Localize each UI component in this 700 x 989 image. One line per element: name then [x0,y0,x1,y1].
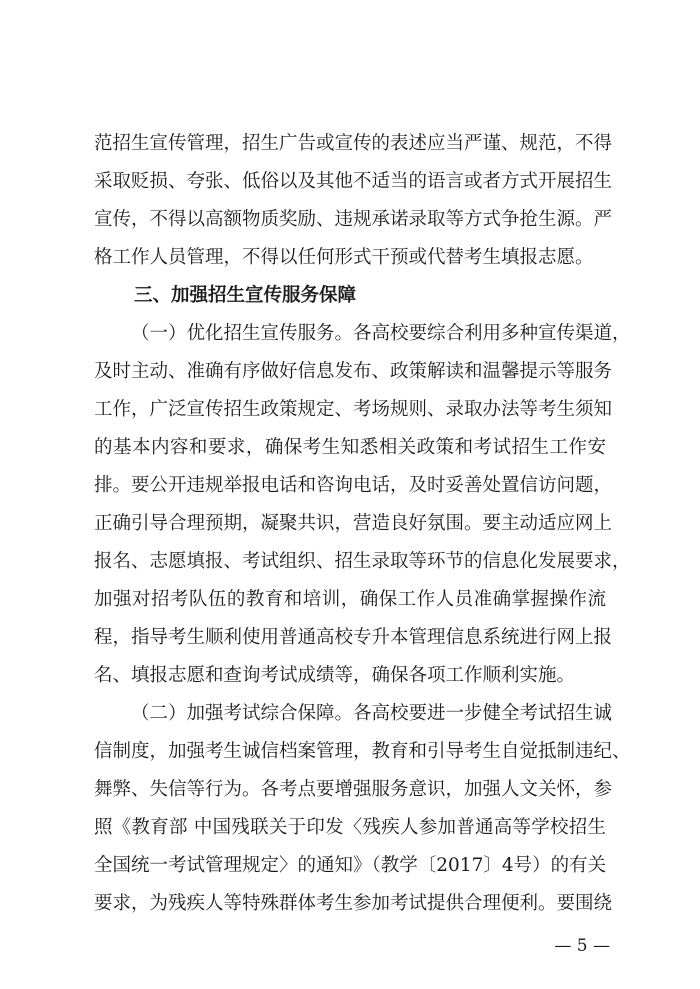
text-line: 的基本内容和要求，确保考生知悉相关政策和考试招生工作安 [94,437,606,458]
text-line: 报名、志愿填报、考试组织、招生录取等环节的信息化发展要求， [94,551,631,572]
text-line: 舞弊、失信等行为。各考点要增强服务意识，加强人文关怀，参 [94,779,613,800]
paragraph-first-line: （一）优化招生宣传服务。各高校要综合利用多种宣传渠道， [131,323,631,344]
text-line: 加强对招考队伍的教育和培训，确保工作人员准确掌握操作流 [94,589,606,610]
text-line: 工作，广泛宣传招生政策规定、考场规则、录取办法等考生须知 [94,399,613,420]
text-line: 要求，为残疾人等特殊群体考生参加考试提供合理便利。要围绕 [94,893,613,914]
text-line: 程，指导考生顺利使用普通高校专升本管理信息系统进行网上报 [94,627,613,648]
text-line: 采取贬损、夸张、低俗以及其他不适当的语言或者方式开展招生 [94,171,613,192]
text-line: 格工作人员管理，不得以任何形式干预或代替考生填报志愿。 [94,247,594,268]
section-heading: 三、加强招生宣传服务保障 [134,285,357,306]
text-line: 全国统一考试管理规定〉的通知》（教学〔2017〕4号）的有关 [94,855,607,876]
text-line: 范招生宣传管理，招生广告或宣传的表述应当严谨、规范，不得 [94,133,613,154]
text-line: 及时主动、准确有序做好信息发布、政策解读和温馨提示等服务 [94,361,613,382]
text-line: 宣传，不得以高额物质奖励、违规承诺录取等方式争抢生源。严 [94,209,613,230]
text-line: 正确引导合理预期，凝聚共识，营造良好氛围。要主动适应网上 [94,513,613,534]
text-line: 信制度，加强考生诚信档案管理，教育和引导考生自觉抵制违纪、 [94,741,631,762]
text-line: 排。要公开违规举报电话和咨询电话，及时妥善处置信访问题， [94,475,613,496]
text-line: 名、填报志愿和查询考试成绩等，确保各项工作顺利实施。 [94,665,576,686]
paragraph-first-line: （二）加强考试综合保障。各高校要进一步健全考试招生诚 [131,703,613,724]
text-line: 照《教育部 中国残联关于印发〈残疾人参加普通高等学校招生 [94,817,606,838]
page-number: — 5 — [554,936,610,956]
